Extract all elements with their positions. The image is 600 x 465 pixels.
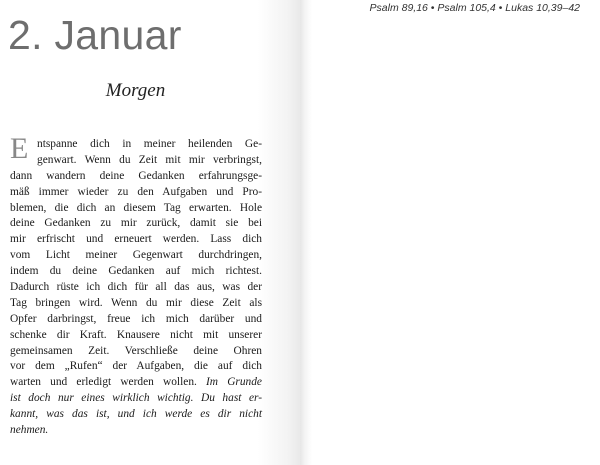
- page-title: 2. Januar: [8, 12, 182, 58]
- body-line: warten und erledigt werden wollen. Im Grunde: [10, 376, 262, 389]
- body-line: ntspanne dich in meiner heilenden Ge-: [37, 138, 262, 150]
- right-page: [312, 0, 600, 465]
- body-line: genwart. Wenn du Zeit mit mir verbringst,: [37, 153, 262, 166]
- body-line: Opfer darbringst, freue ich mich darüber und: [10, 312, 262, 325]
- body-line: schenke dir Kraft. Knausere nicht mit unserer: [10, 328, 262, 341]
- body-line: gemeinsamen Zeit. Verschließe deine Ohren: [10, 344, 262, 357]
- devotional-body: [10, 137, 262, 439]
- body-line: kannt, was das ist, und ich werde es dir nicht: [10, 408, 262, 421]
- body-line: dann wandern deine Gedanken erfahrungsge-: [10, 169, 262, 182]
- body-line: blemen, die dich an diesem Tag erwarten. Hole: [10, 201, 262, 214]
- body-line: mir erfrischt und erneuert werden. Lass dich: [10, 233, 262, 246]
- drop-cap: E: [10, 132, 29, 165]
- body-line: deine Gedanken zu mir zurück, damit sie bei: [10, 217, 262, 230]
- body-line: ist doch nur eines wirklich wichtig. Du hast er-: [10, 392, 262, 405]
- scripture-references: Psalm 89,16 • Psalm 105,4 • Lukas 10,39–42: [369, 2, 580, 14]
- body-line: Dadurch rüste ich dich für all das aus, was der: [10, 281, 262, 294]
- body-line: Tag bringen wird. Wenn du mir diese Zeit als: [10, 296, 262, 309]
- body-line: mäß immer wieder zu den Aufgaben und Pro-: [10, 185, 262, 198]
- body-line: indem du deine Gedanken auf mich richtest.: [10, 265, 262, 278]
- body-line: vom Licht meiner Gegenwart durchdringen,: [10, 249, 262, 262]
- section-subtitle: Morgen: [105, 80, 166, 101]
- body-line: nehmen.: [10, 424, 49, 437]
- book-gutter: [300, 0, 312, 465]
- body-line: vor dem „Rufen“ der Aufgaben, die auf dich: [10, 360, 262, 373]
